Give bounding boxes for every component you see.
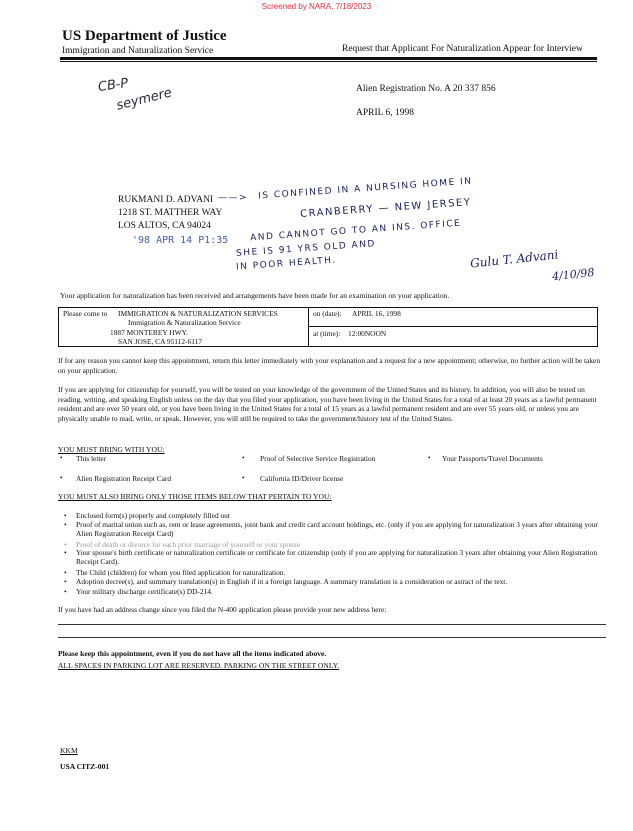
handwritten-note-line: IN POOR HEALTH. xyxy=(235,255,338,273)
bullet: • xyxy=(60,473,63,482)
handwritten-cbp: CB-P xyxy=(97,75,130,96)
also-bring-item: • Adoption decree(s), and summary translation(s) in English if in a foreign language. A summary translation is a consideration or astract of the text. xyxy=(64,577,508,586)
address-change-text: If you have had an address change since you filed the N-400 application please provide your new address here: xyxy=(58,605,387,614)
cannot-keep-paragraph: If for any reason you cannot keep this appointment, return this letter immediately with your explanation and a request for a new appointment; otherwise, no further action will be taken on your application. xyxy=(58,356,601,375)
agency-name: US Department of Justice xyxy=(62,28,227,44)
document-title: Request that Applicant For Naturalization Appear for Interview xyxy=(342,44,583,54)
also-bring-item: • The Child (children) for whom you filed application for naturalization. xyxy=(64,568,286,577)
handwritten-arrow: ——> xyxy=(218,193,249,203)
header-rule xyxy=(60,57,597,60)
testing-paragraph: If you are applying for citizenship for yourself, you will be tested on your knowledge of the government of the United States and its history. In addition, you will also be tested on reading, writing, and speaking English unless on the day that you filed your application, you have been living in the United States for a total of at least 20 years as a lawful permanent resident and are over 50 years old, or you have been living in the United States for a total of 15 years as a lawful permanent resident and are over 55 years old, or unless you are physically unable to read, write, or speak. However, you will still be required to take the government/history test of the United States. xyxy=(58,385,597,423)
appointment-date: APRIL 16, 1998 xyxy=(352,309,401,318)
time-label: at (time): xyxy=(313,329,341,338)
initials: KKM xyxy=(60,746,78,755)
bullet: • xyxy=(60,453,63,462)
addressee-city: LOS ALTOS, CA 94024 xyxy=(118,221,211,231)
bullet: • xyxy=(428,453,431,462)
also-bring-item: • Enclosed form(s) properly and completely filled out xyxy=(64,511,230,520)
also-bring-item: • Your spouse's birth certificate or naturalization certificate or certificate for citizenship (only if you are applying for naturalization 3 years after obtaining your Alien Registration Receipt Card). xyxy=(64,548,598,567)
office-city: SAN JOSE, CA 95112-6117 xyxy=(118,337,203,346)
also-bring-item: • Proof of marital union such as, rent or lease agreements, joint bank and credit card account holdings, etc. (only if you are applying for naturalization 3 years after obtaining your Alien Registration Receipt Card) xyxy=(64,520,598,539)
subagency-name: Immigration and Naturalization Service xyxy=(62,46,214,56)
alien-registration-number: Alien Registration No. A 20 337 856 xyxy=(356,84,496,94)
bullet: • xyxy=(242,473,245,482)
intro-text: Your application for naturalization has been received and arrangements have been made for an examination on your application. xyxy=(60,291,450,300)
header-rule-thin xyxy=(60,61,597,62)
office-name: IMMIGRATION & NATURALIZATION SERVICES xyxy=(118,309,278,318)
addressee-street: 1218 ST. MATTHER WAY xyxy=(118,208,223,218)
address-line[interactable] xyxy=(58,624,606,625)
also-bring-item: • Proof of death or divorce for each prior marriage of yourself or your spouse xyxy=(64,540,300,549)
signature-date: 4/10/98 xyxy=(551,265,595,284)
must-bring-item: Your Passports/Travel Documents xyxy=(442,454,543,463)
must-bring-item: This letter xyxy=(76,454,107,463)
appointment-time: 12:00NOON xyxy=(348,329,387,338)
form-code: USA CITZ-001 xyxy=(60,762,110,771)
must-bring-item: Proof of Selective Service Registration xyxy=(260,454,376,463)
handwritten-name: seymere xyxy=(115,85,174,114)
bullet: • xyxy=(242,453,245,462)
must-bring-item: Alien Registration Receipt Card xyxy=(76,474,172,483)
letter-date: APRIL 6, 1998 xyxy=(356,108,414,118)
please-come-label: Please come to xyxy=(63,309,108,318)
office-street: 1887 MONTEREY HWY. xyxy=(110,328,188,337)
addressee-name: RUKMANI D. ADVANI xyxy=(118,195,214,205)
handwritten-note-line: IS CONFINED IN A NURSING HOME IN xyxy=(257,176,473,202)
office-sub: Immigration & Naturalization Service xyxy=(128,318,241,327)
handwritten-note-line: AND CANNOT GO TO AN INS. OFFICE xyxy=(249,218,462,244)
handwritten-note-line: CRANBERRY — NEW JERSEY xyxy=(299,197,472,220)
received-stamp: '98 APR 14 P1:35 xyxy=(132,235,229,246)
also-bring-item: • Your military discharge certificate(s) DD-214. xyxy=(64,587,213,596)
screening-stamp: Screened by NARA, 7/18/2023 xyxy=(261,2,372,11)
date-label: on (date): xyxy=(313,309,342,318)
also-bring-heading: YOU MUST ALSO BRING ONLY THOSE ITEMS BELOW THAT PERTAIN TO YOU: xyxy=(58,492,332,501)
handwritten-note-line: SHE IS 91 YRS OLD AND xyxy=(235,239,377,259)
handwritten-signature: Gulu T. Advani xyxy=(469,247,559,271)
parking-note: ALL SPACES IN PARKING LOT ARE RESERVED. PARKING ON THE STREET ONLY. xyxy=(58,661,340,670)
must-bring-item: California ID/Driver license xyxy=(260,474,344,483)
must-bring-heading: YOU MUST BRING WITH YOU: xyxy=(58,445,165,454)
appointment-box-divider xyxy=(308,326,598,327)
appointment-box-divider xyxy=(308,307,309,347)
keep-appointment-note: Please keep this appointment, even if you do not have all the items indicated above. xyxy=(58,649,327,658)
address-line[interactable] xyxy=(58,637,606,638)
